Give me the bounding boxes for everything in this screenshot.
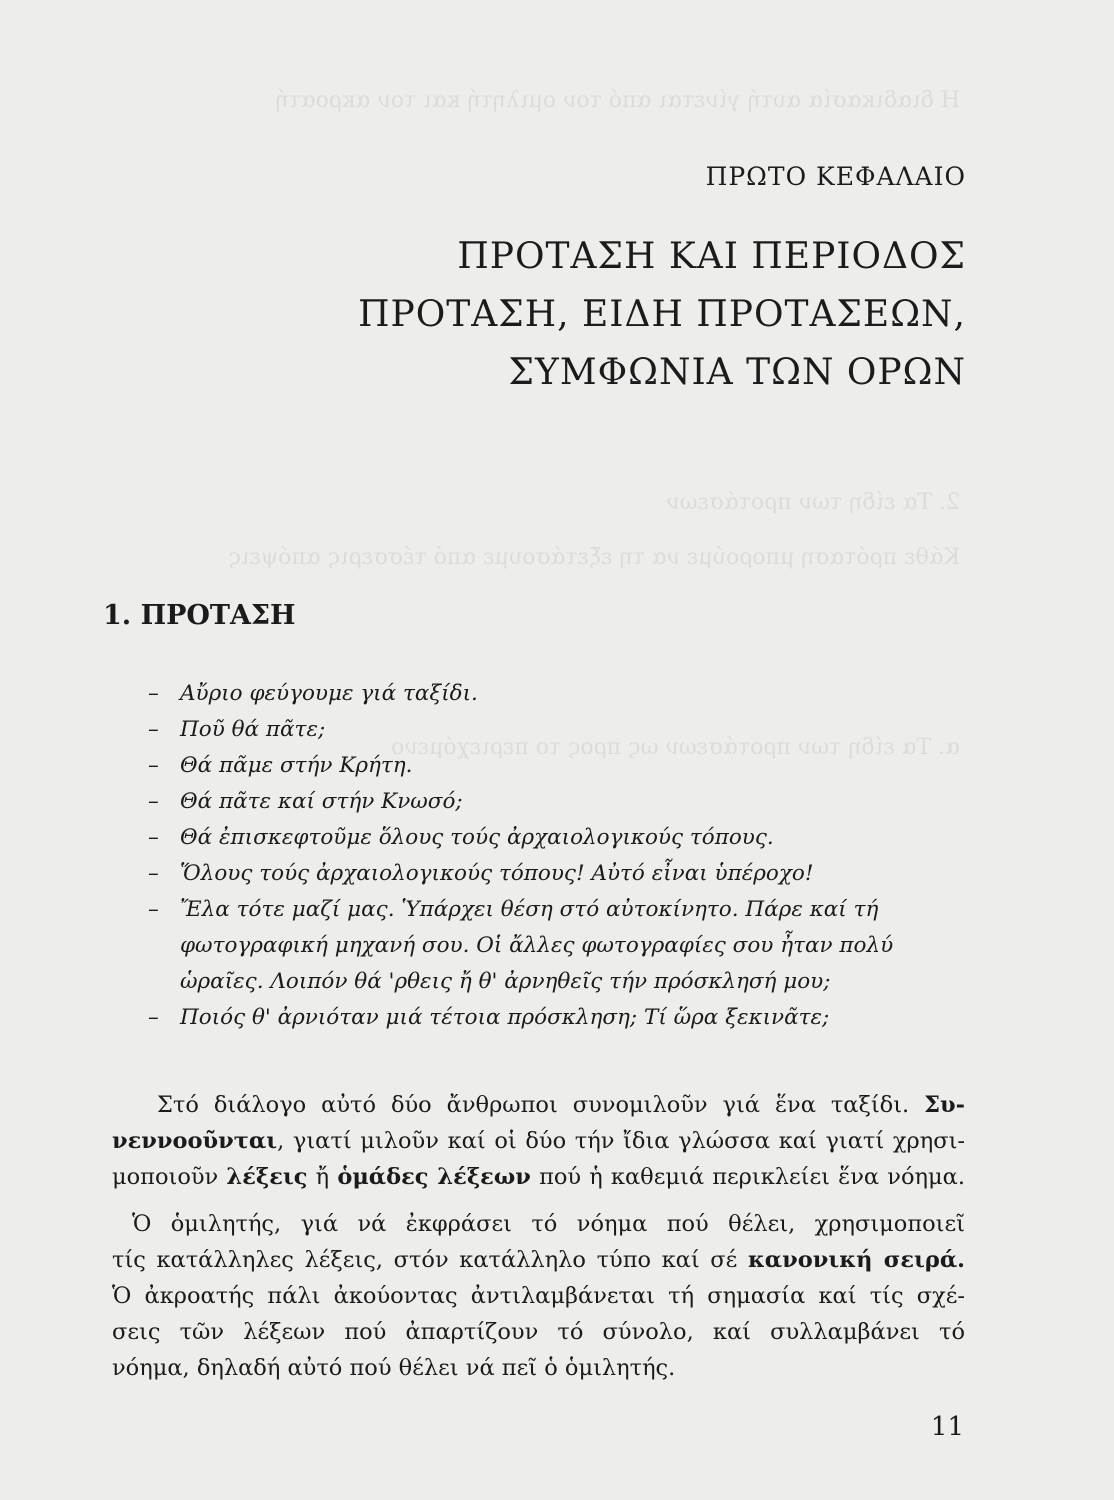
bleed-through-texture: α. Τα είδη των προτάσεων ως προς το περιεχόμενο xyxy=(391,735,960,760)
bold-term: ὁμάδες λέξεων xyxy=(337,1164,531,1190)
dialogue-text: Ποῦ θά πᾶτε; xyxy=(180,717,326,742)
text: ἤ xyxy=(315,1164,330,1190)
chapter-label: ΠΡΩΤΟ ΚΕΦΑΛΑΙΟ xyxy=(705,162,966,191)
dialogue-example xyxy=(148,676,968,1036)
bleed-through-texture: Η διαδικασία αυτή γίνεται από τον ομιλητή και τον ακροατή xyxy=(275,88,960,113)
text: πού ἡ καθεμιά περικλείει ἕνα νόημα. xyxy=(539,1164,965,1190)
dash: – xyxy=(148,1005,159,1030)
dialogue-text: Θά ἐπισκεφτοῦμε ὅλους τούς ἀρχαιολογικούς τόπους. xyxy=(180,825,774,850)
dash: – xyxy=(148,861,159,886)
dash: – xyxy=(148,681,159,706)
bold-term: κανονική σειρά. xyxy=(747,1247,966,1273)
chapter-title-line: ΣΥΜΦΩΝΙΑ ΤΩΝ ΟΡΩΝ xyxy=(508,352,966,393)
dialogue-continuation: ὡραῖες. Λοιπόν θά 'ρθεις ἤ θ' ἀρνηθεῖς τήν πρόσκλησή μου; xyxy=(180,969,831,994)
dialogue-text: Ὅλους τούς ἀρχαιολογικούς τόπους! Αὐτό εἶναι ὑπέροχο! xyxy=(180,861,814,886)
dialogue-line xyxy=(148,712,968,748)
paragraph-line xyxy=(112,1159,965,1195)
dialogue-line xyxy=(148,892,968,928)
bleed-through-texture: 2. Τα είδη των προτάσεων xyxy=(666,490,960,515)
paragraph-line: Ὁ ὁμιλητής, γιά νά ἐκφράσει τό νόημα πού θέλει, χρησιμοποιεῖ xyxy=(132,1211,965,1237)
bold-term: Συ- xyxy=(924,1092,965,1118)
dialogue-text: Θά πᾶτε καί στήν Κνωσό; xyxy=(180,789,463,814)
dialogue-line xyxy=(148,784,968,820)
body-paragraph-1 xyxy=(112,1087,965,1195)
text: μοποιοῦν xyxy=(112,1164,219,1190)
dialogue-line xyxy=(148,856,968,892)
dash: – xyxy=(148,789,159,814)
chapter-title-line: ΠΡΟΤΑΣΗ, ΕΙΔΗ ΠΡΟΤΑΣΕΩΝ, xyxy=(358,294,966,335)
dash: – xyxy=(148,897,159,922)
dash: – xyxy=(148,753,159,778)
paragraph-line xyxy=(157,1087,965,1123)
dialogue-line xyxy=(148,820,968,856)
body-paragraph-2 xyxy=(112,1206,965,1386)
dialogue-text: Ποιός θ' ἀρνιόταν μιά τέτοια πρόσκληση; Τί ὥρα ξεκινᾶτε; xyxy=(180,1005,830,1030)
dialogue-text: Ἔλα τότε μαζί μας. Ὑπάρχει θέση στό αὐτοκίνητο. Πάρε καί τή xyxy=(180,897,879,922)
dialogue-line xyxy=(148,1000,968,1036)
bold-term: λέξεις xyxy=(226,1164,308,1190)
bleed-through-texture: Κάθε πρόταση μπορούμε να τη εξετάσουμε από τέσσερις απόψεις xyxy=(228,545,960,570)
dialogue-text: Αὔριο φεύγουμε γιά ταξίδι. xyxy=(180,681,478,706)
dialogue-text: Θά πᾶμε στήν Κρήτη. xyxy=(180,753,413,778)
paragraph-line: σεις τῶν λέξεων πού ἀπαρτίζουν τό σύνολο, καί συλλαμβάνει τό xyxy=(112,1319,965,1345)
text: τίς κατάλληλες λέξεις, στόν κατάλληλο τύπο καί σέ xyxy=(112,1247,738,1273)
text: Στό διάλογο αὐτό δύο ἄνθρωποι συνομιλοῦν γιά ἕνα ταξίδι. xyxy=(157,1092,910,1118)
dialogue-line xyxy=(148,676,968,712)
page-number: 11 xyxy=(930,1412,964,1442)
paragraph-line xyxy=(112,1123,965,1159)
paragraph-line: Ὁ ἀκροατής πάλι ἀκούοντας ἀντιλαμβάνεται τή σημασία καί τίς σχέ- xyxy=(112,1283,965,1309)
text: , γιατί μιλοῦν καί οἱ δύο τήν ἴδια γλώσσα καί γιατί χρησι- xyxy=(277,1128,965,1154)
paragraph-line xyxy=(112,1242,965,1278)
section-heading: 1. ΠΡΟΤΑΣΗ xyxy=(103,600,296,631)
bold-term: νεννοοῦνται xyxy=(112,1128,278,1154)
chapter-title-line: ΠΡΟΤΑΣΗ ΚΑΙ ΠΕΡΙΟΔΟΣ xyxy=(457,236,966,277)
dash: – xyxy=(148,825,159,850)
dialogue-line xyxy=(148,748,968,784)
dash: – xyxy=(148,717,159,742)
chapter-title xyxy=(358,228,966,402)
paragraph-line: νόημα, δηλαδή αὐτό πού θέλει νά πεῖ ὁ ὁμιλητής. xyxy=(112,1355,676,1381)
dialogue-continuation: φωτογραφική μηχανή σου. Οἱ ἄλλες φωτογραφίες σου ἦταν πολύ xyxy=(180,933,894,958)
